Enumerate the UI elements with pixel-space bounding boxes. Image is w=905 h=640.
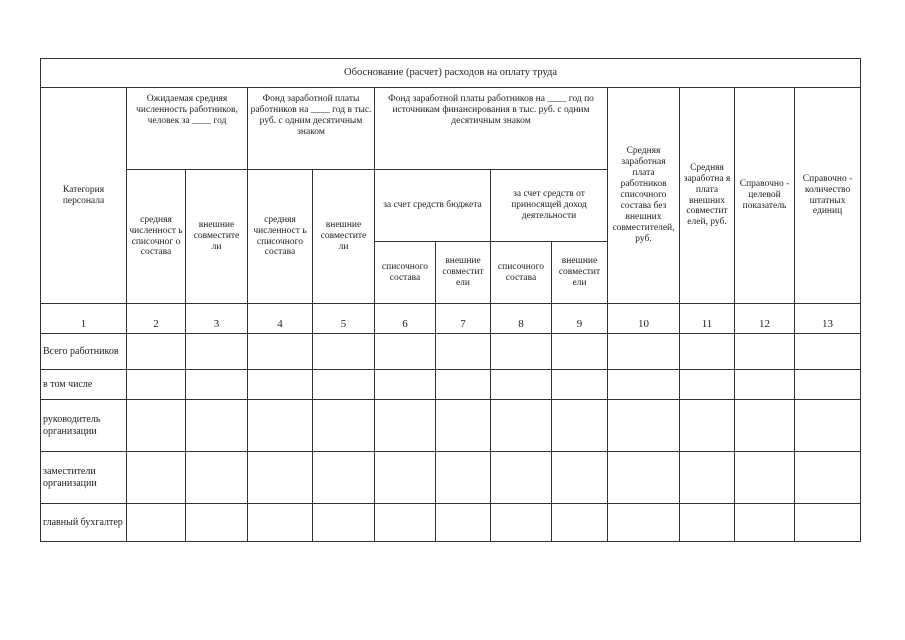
- data-cell[interactable]: [186, 452, 248, 504]
- column-number: 4: [248, 304, 313, 334]
- data-cell[interactable]: [248, 370, 313, 400]
- data-cell[interactable]: [491, 452, 552, 504]
- data-cell[interactable]: [186, 370, 248, 400]
- data-cell[interactable]: [795, 334, 861, 370]
- data-cell[interactable]: [608, 504, 680, 542]
- data-cell[interactable]: [795, 504, 861, 542]
- data-cell[interactable]: [552, 334, 608, 370]
- table-row: [41, 452, 861, 504]
- data-cell[interactable]: [552, 504, 608, 542]
- data-cell[interactable]: [436, 452, 491, 504]
- data-cell[interactable]: [491, 504, 552, 542]
- data-cell[interactable]: [680, 400, 735, 452]
- external-subheader-2: внешние совместите ли: [313, 170, 375, 304]
- column-number: 10: [608, 304, 680, 334]
- data-cell[interactable]: [248, 452, 313, 504]
- external-subheader-1: внешние совместите ли: [186, 170, 248, 304]
- data-cell[interactable]: [735, 370, 795, 400]
- data-cell[interactable]: [248, 504, 313, 542]
- data-cell[interactable]: [552, 370, 608, 400]
- column-number: 2: [127, 304, 186, 334]
- external-subsubheader-2: внешние совместит ели: [552, 242, 608, 304]
- expense-justification-table: [40, 58, 861, 542]
- wage-fund-header: Фонд заработной платы работников на ____ год в тыс. руб. с одним десятичным знаком: [248, 88, 375, 170]
- column-number: 7: [436, 304, 491, 334]
- data-cell[interactable]: [552, 400, 608, 452]
- avg-salary-list-header: Средняя заработная плата работников списочного состава без внешних совместителей, руб.: [608, 88, 680, 304]
- wage-fund-by-source-header: Фонд заработной платы работников на ____ год по источникам финансирования в тыс. руб. с одним десятичным знаком: [375, 88, 608, 170]
- data-cell[interactable]: [375, 370, 436, 400]
- row-label-total: Всего работников: [41, 334, 127, 370]
- data-cell[interactable]: [608, 452, 680, 504]
- row-label-deputies: заместители организации: [41, 452, 127, 504]
- data-cell[interactable]: [248, 400, 313, 452]
- table-row: [41, 370, 861, 400]
- income-subheader: за счет средств от приносящей доход деятельности: [491, 170, 608, 242]
- table-title: Обоснование (расчет) расходов на оплату труда: [41, 59, 861, 88]
- data-cell[interactable]: [735, 452, 795, 504]
- data-cell[interactable]: [735, 504, 795, 542]
- avg-headcount-list-subheader: средняя численност ь списочног о состава: [127, 170, 186, 304]
- row-label-including: в том числе: [41, 370, 127, 400]
- row-label-chief-accountant: главный бухгалтер: [41, 504, 127, 542]
- column-number: 1: [41, 304, 127, 334]
- data-cell[interactable]: [552, 452, 608, 504]
- column-number: 6: [375, 304, 436, 334]
- data-cell[interactable]: [375, 452, 436, 504]
- data-cell[interactable]: [680, 370, 735, 400]
- data-cell[interactable]: [313, 370, 375, 400]
- data-cell[interactable]: [491, 334, 552, 370]
- list-subsubheader-2: списочного состава: [491, 242, 552, 304]
- data-cell[interactable]: [795, 452, 861, 504]
- data-cell[interactable]: [680, 504, 735, 542]
- avg-salary-external-header: Средняя заработна я плата внешних совместит елей, руб.: [680, 88, 735, 304]
- category-header: Категория персонала: [41, 88, 127, 304]
- data-cell[interactable]: [313, 334, 375, 370]
- column-number: 11: [680, 304, 735, 334]
- data-cell[interactable]: [795, 400, 861, 452]
- data-cell[interactable]: [375, 334, 436, 370]
- data-cell[interactable]: [186, 334, 248, 370]
- data-cell[interactable]: [608, 370, 680, 400]
- data-cell[interactable]: [313, 400, 375, 452]
- column-number: 5: [313, 304, 375, 334]
- data-cell[interactable]: [186, 504, 248, 542]
- data-cell[interactable]: [680, 334, 735, 370]
- data-cell[interactable]: [375, 504, 436, 542]
- column-number: 9: [552, 304, 608, 334]
- table-row: [41, 504, 861, 542]
- data-cell[interactable]: [186, 400, 248, 452]
- data-cell[interactable]: [436, 334, 491, 370]
- row-label-head: руководитель организации: [41, 400, 127, 452]
- column-number-row: [41, 304, 861, 334]
- data-cell[interactable]: [735, 334, 795, 370]
- data-cell[interactable]: [375, 400, 436, 452]
- data-cell[interactable]: [608, 334, 680, 370]
- external-subsubheader-1: внешние совместит ели: [436, 242, 491, 304]
- table-row: [41, 334, 861, 370]
- data-cell[interactable]: [795, 370, 861, 400]
- data-cell[interactable]: [127, 370, 186, 400]
- column-number: 13: [795, 304, 861, 334]
- budget-subheader: за счет средств бюджета: [375, 170, 491, 242]
- data-cell[interactable]: [248, 334, 313, 370]
- avg-headcount-header: Ожидаемая средняя численность работников, человек за ____ год: [127, 88, 248, 170]
- data-cell[interactable]: [313, 452, 375, 504]
- data-cell[interactable]: [436, 370, 491, 400]
- column-number: 12: [735, 304, 795, 334]
- data-cell[interactable]: [491, 400, 552, 452]
- data-cell[interactable]: [436, 504, 491, 542]
- data-cell[interactable]: [127, 400, 186, 452]
- data-cell[interactable]: [313, 504, 375, 542]
- data-cell[interactable]: [436, 400, 491, 452]
- staff-units-header: Справочно - количество штатных единиц: [795, 88, 861, 304]
- data-cell[interactable]: [127, 334, 186, 370]
- data-cell[interactable]: [127, 452, 186, 504]
- data-cell[interactable]: [735, 400, 795, 452]
- target-indicator-header: Справочно - целевой показатель: [735, 88, 795, 304]
- table-row: [41, 400, 861, 452]
- list-subsubheader-1: списочного состава: [375, 242, 436, 304]
- data-cell[interactable]: [608, 400, 680, 452]
- data-cell[interactable]: [491, 370, 552, 400]
- column-number: 8: [491, 304, 552, 334]
- data-cell[interactable]: [680, 452, 735, 504]
- column-number: 3: [186, 304, 248, 334]
- data-cell[interactable]: [127, 504, 186, 542]
- avg-headcount-list-subheader-2: средняя численност ь списочного состава: [248, 170, 313, 304]
